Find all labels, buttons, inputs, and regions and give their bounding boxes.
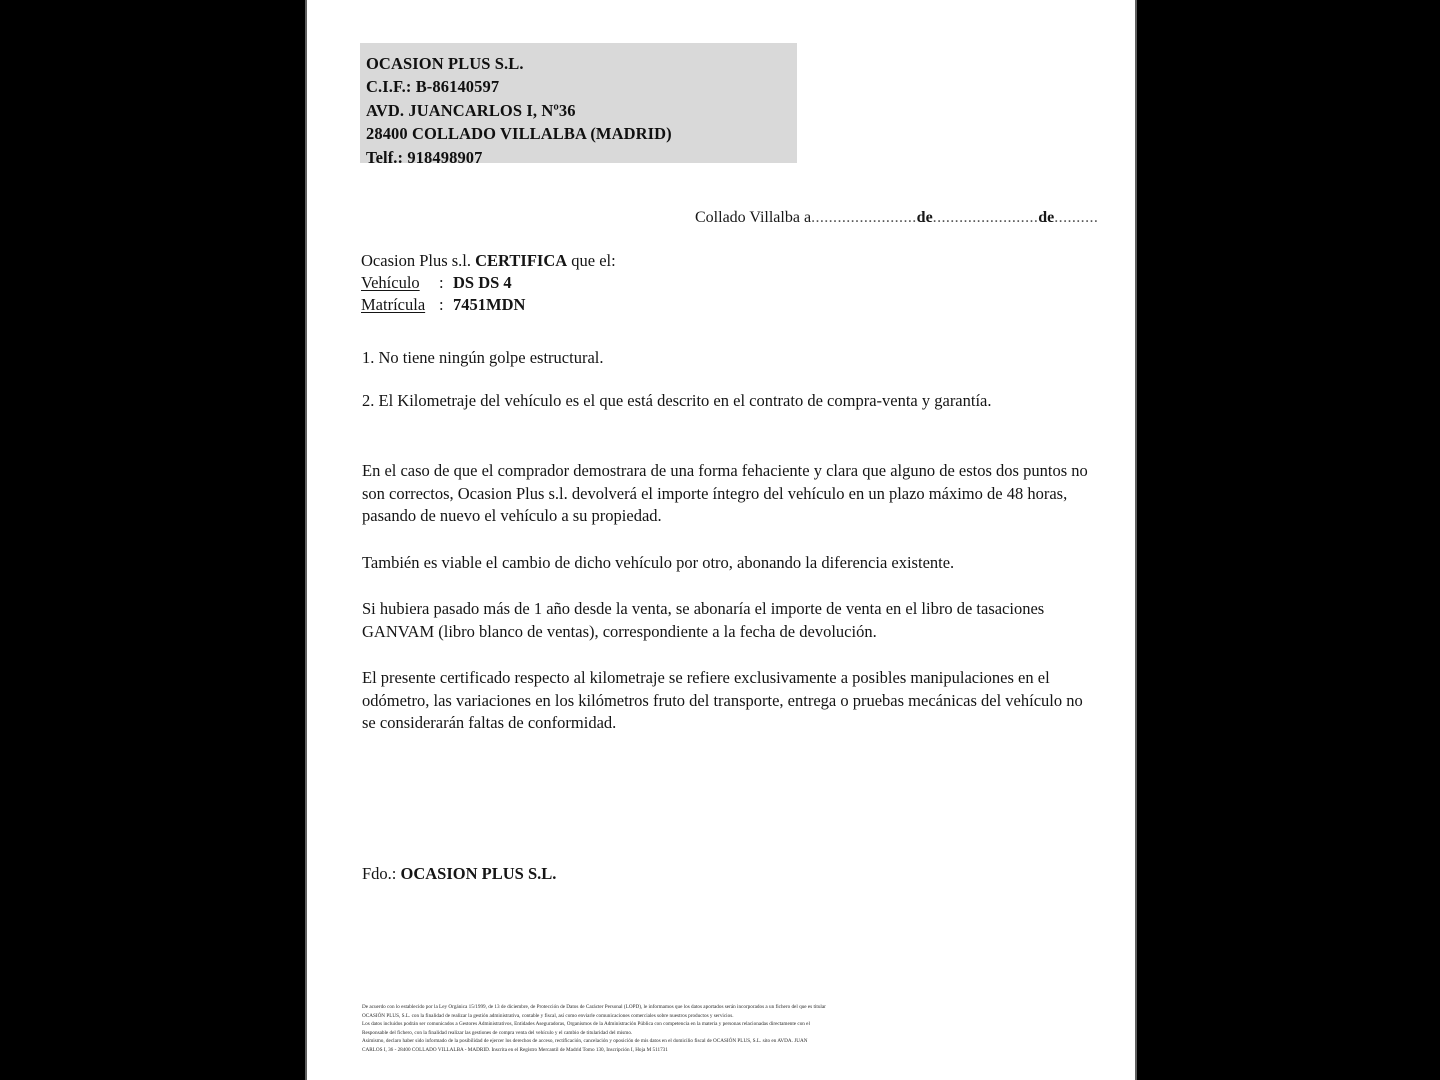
- certification-block: [361, 250, 881, 315]
- certification-heading-suffix: que el:: [567, 251, 616, 270]
- paragraph-refund-terms: En el caso de que el comprador demostrara de una forma fehaciente y clara que alguno de estos dos puntos no son correctos, Ocasion Plus s.l. devolverá el importe íntegro del vehículo en un plazo máximo de 48 horas, pasando de nuevo el vehículo a su propiedad.: [362, 461, 1088, 525]
- signature-line: [362, 863, 556, 884]
- certification-heading-prefix: Ocasion Plus s.l.: [361, 251, 476, 270]
- paragraph-odometer-scope: El presente certificado respecto al kilometraje se refiere exclusivamente a posibles manipulaciones en el odómetro, las variaciones en los kilómetros fruto del transporte, entrega o pruebas mecánicas del vehículo no se considerarán faltas de conformidad.: [362, 668, 1083, 732]
- dateline-place: Collado Villalba a: [695, 209, 812, 226]
- letterhead-street: AVD. JUANCARLOS I, Nº36: [366, 100, 576, 120]
- letterhead-city: 28400 COLLADO VILLALBA (MADRID): [366, 124, 672, 144]
- letterhead-tax-id: C.I.F.: B-86140597: [366, 77, 500, 97]
- paragraph-vehicle-exchange: También es viable el cambio de dicho vehículo por otro, abonando la diferencia existente.: [362, 552, 955, 572]
- vehicle-field-value: DS DS 4: [453, 273, 512, 292]
- legal-footer-fine-print: [362, 1003, 1102, 1055]
- certified-point-1: 1. No tiene ningún golpe estructural.: [362, 348, 604, 367]
- vehicle-field-row: [361, 272, 881, 294]
- letterhead-company-name: OCASION PLUS S.L.: [366, 54, 524, 73]
- certification-heading-keyword: CERTIFICA: [475, 251, 568, 270]
- dateline-month-blank: ........................: [932, 209, 1039, 226]
- dateline-de-first: de: [916, 209, 933, 226]
- legal-line-1: De acuerdo con lo establecido por la Ley Orgánica 15/1999, de 13 de diciembre, de Protección de Datos de Carácter Personal (LOPD), le informamos que los datos aportados serán incorporados a un fichero del que es titular: [362, 1004, 826, 1010]
- document-page: [305, 0, 1137, 1080]
- page-edge-right: [1135, 0, 1137, 1080]
- certified-points-list: [362, 347, 1062, 433]
- dateline-day-blank: ........................: [811, 209, 917, 226]
- certified-point-2: 2. El Kilometraje del vehículo es el que está descrito en el contrato de compra-venta y garantía.: [362, 391, 992, 410]
- body-paragraphs: [362, 460, 1092, 759]
- letterhead-phone: Telf.: 918498907: [366, 147, 483, 167]
- plate-field-separator: :: [439, 294, 444, 314]
- page-edge-left: [305, 0, 307, 1080]
- vehicle-field-separator: :: [439, 273, 444, 292]
- paragraph-ganvam-valuation: Si hubiera pasado más de 1 año desde la venta, se abonaría el importe de venta en el libro de tasaciones GANVAM (libro blanco de ventas), correspondiente a la fecha de devolución.: [362, 599, 1045, 641]
- vehicle-field-label: Vehículo: [361, 273, 420, 292]
- certification-heading: [361, 250, 881, 271]
- legal-line-5: Asimismo, declaro haber sido informado de la posibilidad de ejercer los derechos de acceso, rectificación, cancelación y oposición de mis datos en el domicilio fiscal de OCASIÓN PLUS, S.L. sito en AVDA. JUAN: [362, 1038, 808, 1045]
- legal-line-2: OCASIÓN PLUS, S.L. con la finalidad de realizar la gestión administrativa, contable y fiscal, así como enviarle comunicaciones comerciales sobre nuestros productos y servicios.: [362, 1012, 734, 1019]
- letterhead-block: [360, 43, 797, 167]
- signature-company-name: OCASION PLUS S.L.: [400, 864, 557, 883]
- legal-line-6: CARLOS I, 36 - 28400 COLLADO VILLALBA - MADRID. Inscrita en el Registro Mercantil de Madrid Tomo 130, Inscripción I, Hoja M 511731: [362, 1046, 668, 1053]
- place-and-date-line: [695, 208, 1099, 228]
- legal-line-4: Responsable del fichero, con la finalidad realizar las gestiones de compra venta del vehículo y el cambio de titularidad del mismo.: [362, 1029, 633, 1036]
- plate-field-value: 7451MDN: [453, 294, 526, 314]
- plate-field-row: [361, 294, 881, 316]
- signature-prefix: Fdo.:: [362, 864, 401, 883]
- plate-field-label: Matrícula: [361, 294, 426, 314]
- dateline-year-blank: ..........: [1054, 209, 1099, 226]
- dateline-de-second: de: [1038, 209, 1055, 226]
- legal-line-3: Los datos incluidos podrán ser comunicados a Gestores Administrativos, Entidades Aseguradoras, Organismos de la Administración Pública con competencia en la materia y personas relacionadas directamente con el: [362, 1021, 810, 1028]
